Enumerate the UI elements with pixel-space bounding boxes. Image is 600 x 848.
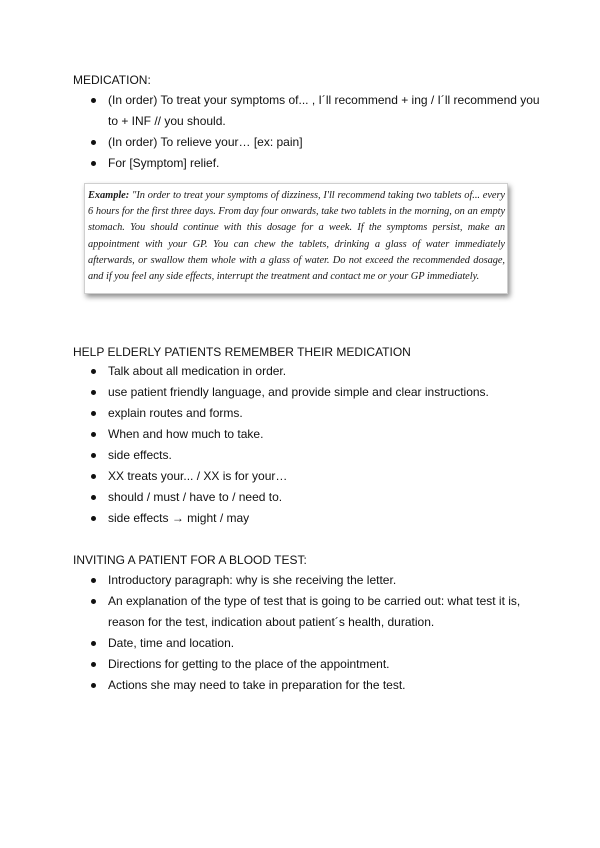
medication-list — [73, 90, 543, 174]
list-item: use patient friendly language, and provide simple and clear instructions. — [73, 382, 543, 403]
list-item: (In order) To treat your symptoms of... , I´ll recommend + ing / I´ll recommend you to + INF // you should. — [73, 90, 543, 132]
section-heading-blood-test: INVITING A PATIENT FOR A BLOOD TEST: — [73, 553, 307, 567]
list-item: Actions she may need to take in preparation for the test. — [73, 675, 543, 696]
blood-test-list — [73, 570, 543, 696]
example-quote-image — [84, 183, 508, 294]
list-item: Talk about all medication in order. — [73, 361, 543, 382]
list-item: Introductory paragraph: why is she receiving the letter. — [73, 570, 543, 591]
list-item: XX treats your... / XX is for your… — [73, 466, 543, 487]
list-item: For [Symptom] relief. — [73, 153, 543, 174]
list-item: Directions for getting to the place of the appointment. — [73, 654, 543, 675]
list-item: An explanation of the type of test that is going to be carried out: what test it is, reason for the test, indication about patient´s health, duration. — [73, 591, 543, 633]
list-item: side effects. — [73, 445, 543, 466]
elderly-patients-list — [73, 361, 543, 529]
list-item: Date, time and location. — [73, 633, 543, 654]
list-item: When and how much to take. — [73, 424, 543, 445]
example-label: Example: — [88, 190, 130, 201]
list-item: side effects → might / may — [73, 508, 543, 529]
list-item: should / must / have to / need to. — [73, 487, 543, 508]
section-heading-elderly-patients: HELP ELDERLY PATIENTS REMEMBER THEIR MEDICATION — [73, 345, 411, 359]
section-heading-medication: MEDICATION: — [73, 73, 151, 87]
list-item: (In order) To relieve your… [ex: pain] — [73, 132, 543, 153]
example-text: "In order to treat your symptoms of dizziness, I'll recommend taking two tablets of... every 6 hours for the first three days. From day four onwards, take two tablets in the morning, on an empty stomach. You should continue with this dosage for a week. If the symptoms persist, make an appointment with your GP. You can chew the tablets, drinking a glass of water immediately afterwards, or swallow them whole with a glass of water. Do not exceed the recommended dosage, and if you feel any side effects, interrupt the treatment and contact me or your GP immediately. — [88, 190, 505, 283]
list-item: explain routes and forms. — [73, 403, 543, 424]
